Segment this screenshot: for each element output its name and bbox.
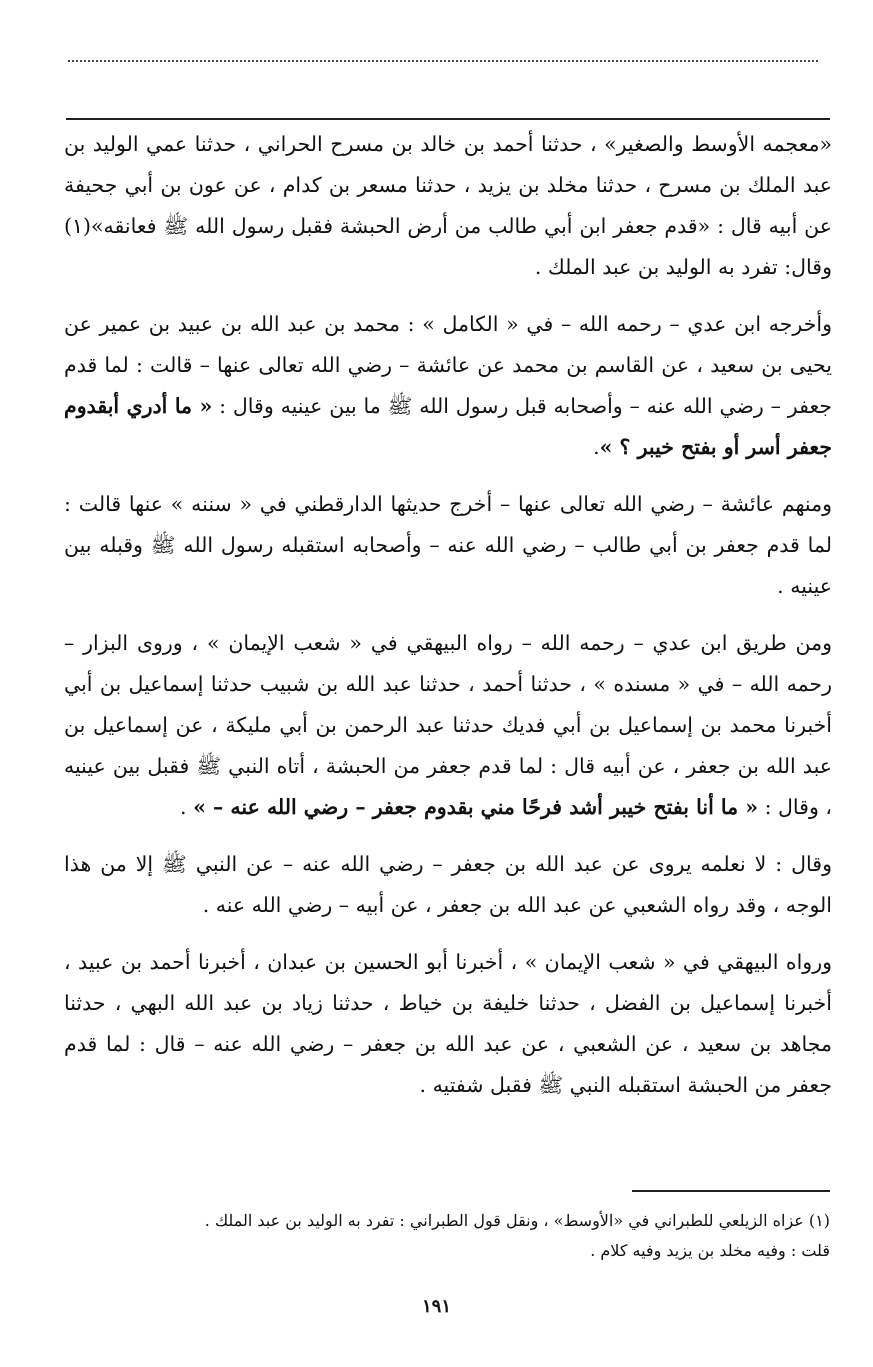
page-number: ١٩١ <box>421 1296 451 1317</box>
text-run: ومنهم عائشة – رضي الله تعالى عنها – أخرج حديثها الدارقطني في « سننه » عنها قالت : لما قدم جعفر بن أبي طالب – رضي الله عنه – وأصحابه استقبله رسول الله ﷺ وقبله بين عينيه . <box>64 492 832 598</box>
footnote-note: قلت : وفيه مخلد بن يزيد وفيه كلام . <box>590 1241 830 1260</box>
paragraph <box>64 124 832 288</box>
text-run: ورواه البيهقي في « شعب الإيمان » ، أخبرنا أبو الحسين بن عبدان ، أخبرنا أحمد بن عبيد ، أخبرنا إسماعيل بن الفضل ، حدثنا خليفة بن خياط ، حدثنا زياد بن عبد الله البهي ، حدثنا مجاهد بن سعيد ، عن الشعبي ، عن عبد الله بن جعفر – رضي الله عنه – قال : لما قدم جعفر من الحبشة استقبله النبي ﷺ فقبل شفتيه . <box>64 950 832 1097</box>
bold-quote: « ما أدري أبقدوم جعفر أسر أو بفتح خيبر ؟ » <box>64 394 832 459</box>
header-dotted-line <box>68 60 818 62</box>
paragraph <box>64 484 832 607</box>
paragraph <box>64 623 832 828</box>
text-run: وأخرجه ابن عدي – رحمه الله – في « الكامل » : محمد بن عبد الله بن عبيد بن عمير عن يحيى بن سعيد ، عن القاسم بن محمد عن عائشة – رضي الله تعالى عنها – قالت : لما قدم جعفر – رضي الله عنه – وأصحابه قبل رسول الله ﷺ ما بين عينيه وقال : <box>64 312 833 418</box>
paragraph <box>64 304 832 468</box>
bold-quote: « ما أنا بفتح خيبر أشد فرحًا مني بقدوم جعفر – رضي الله عنه – » <box>193 795 759 819</box>
text-run: ومن طريق ابن عدي – رحمه الله – رواه البيهقي في « شعب الإيمان » ، وروى البزار – رحمه الله – في « مسنده » ، حدثنا أحمد ، حدثنا عبد الله بن شبيب حدثنا إسماعيل بن أبي أخبرنا محمد بن إسماعيل بن أبي فديك حدثنا عبد الرحمن بن أبي مليكة ، عن إسماعيل بن عبد الله بن جعفر ، عن أبيه قال : لما قدم جعفر من الحبشة ، أتاه النبي ﷺ فقبل بين عينيه ، وقال : <box>64 631 832 819</box>
paragraph <box>64 942 832 1106</box>
footnote-1: (١) عزاه الزيلعي للطبراني في «الأوسط» ، ونقل قول الطبراني : تفرد به الوليد بن عبد الملك . <box>204 1211 830 1230</box>
text-run: وقال : لا نعلمه يروى عن عبد الله بن جعفر – رضي الله عنه – عن النبي ﷺ إلا من هذا الوجه ، وقد رواه الشعبي عن عبد الله بن جعفر ، عن أبيه – رضي الله عنه . <box>64 852 832 917</box>
footnote-separator <box>632 1190 830 1192</box>
text-run: «معجمه الأوسط والصغير» ، حدثنا أحمد بن خالد بن مسرح الحراني ، حدثنا عمي الوليد بن عبد الملك بن مسرح ، حدثنا مخلد بن يزيد ، حدثنا مسعر بن كدام ، عن عون بن أبي جحيفة عن أبيه قال : «قدم جعفر ابن أبي طالب من أرض الحبشة فقبل رسول الله ﷺ فعانقه»(١) وقال: تفرد به الوليد بن عبد الملك . <box>64 132 832 279</box>
header-rule <box>66 118 830 120</box>
footnotes <box>64 1206 830 1266</box>
paragraph <box>64 844 832 926</box>
text-run: . <box>593 435 600 459</box>
main-text <box>64 124 832 1122</box>
text-run: . <box>180 795 194 819</box>
